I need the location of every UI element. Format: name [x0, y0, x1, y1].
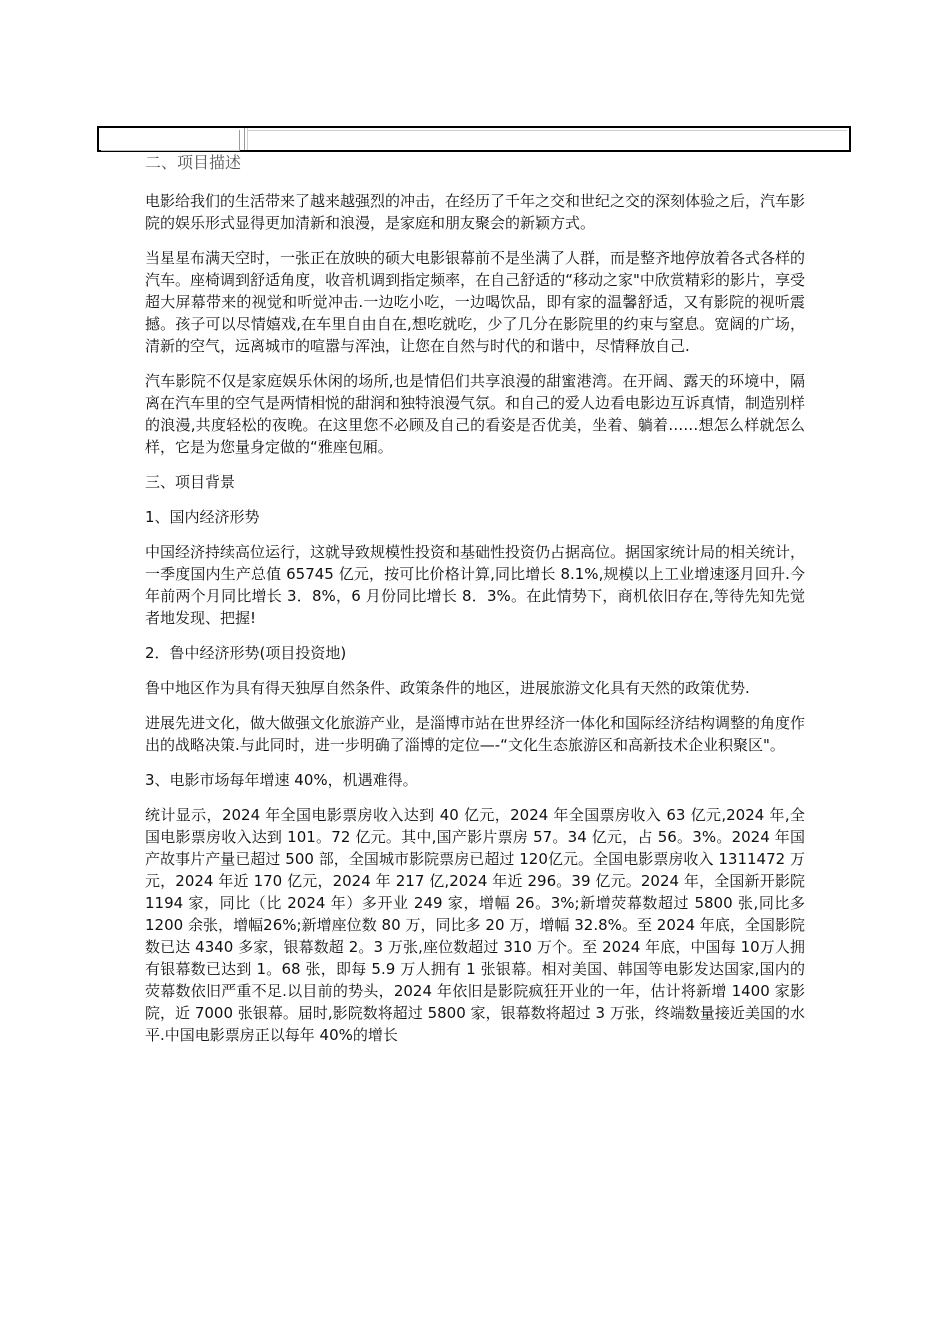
section-title-project-description: 二、项目描述: [145, 153, 242, 172]
subheading-film-market: 3、电影市场每年增速 40%，机遇难得。: [145, 771, 418, 789]
subheading-domestic-economy: 1、国内经济形势: [145, 508, 260, 526]
header-table-row-line: [247, 130, 847, 131]
header-table-cell: [101, 130, 240, 151]
paragraph-zibo-strategy: 进展先进文化，做大做强文化旅游产业，是淄博市站在世界经济一体化和国际经济结构调整的角度作出的战略决策.与此同时，进一步明确了淄博的定位—-“文化生态旅游区和高新技术企业积聚区"。: [145, 714, 806, 754]
paragraph-intro: 电影给我们的生活带来了越来越强烈的冲击，在经历了千年之交和世纪之交的深刻体验之后，汽车影院的娱乐形式显得更加清新和浪漫，是家庭和朋友聚会的新颖方式。: [145, 192, 806, 232]
subheading-luzhong-economy: 2．鲁中经济形势(项目投资地): [145, 644, 347, 662]
document-body: [145, 150, 805, 1059]
header-table: [97, 126, 851, 152]
paragraph-domestic-economy: 中国经济持续高位运行，这就导致规模性投资和基础性投资仍占据高位。据国家统计局的相关统计，一季度国内生产总值 65745 亿元，按可比价格计算,同比增长 8.1%,规模以上工业增速逐月回升.今年前两个月同比增长 3．8%，6 月份同比增长 8．3%。在此情势下，商机依旧存在,等待先知先觉者地发现、把握!: [145, 543, 806, 627]
header-table-divider: [244, 128, 248, 150]
paragraph-luzhong-advantage: 鲁中地区作为具有得天独厚自然条件、政策条件的地区，进展旅游文化具有天然的政策优势.: [145, 679, 750, 697]
paragraph-scene: 当星星布满天空时，一张正在放映的硕大电影银幕前不是坐满了人群，而是整齐地停放着各式各样的汽车。座椅调到舒适角度，收音机调到指定频率，在自己舒适的“移动之家"中欣赏精彩的影片，享受超大屏幕带来的视觉和听觉冲击.一边吃小吃，一边喝饮品，即有家的温馨舒适，又有影院的视听震撼。孩子可以尽情嬉戏,在车里自由自在,想吃就吃，少了几分在影院里的约束与窒息。宽阔的广场，清新的空气，远离城市的喧嚣与浑浊，让您在自然与时代的和谐中，尽情释放自己.: [145, 249, 806, 355]
paragraph-film-statistics: 统计显示，2024 年全国电影票房收入达到 40 亿元，2024 年全国票房收入 63 亿元,2024 年,全国电影票房收入达到 101。72 亿元。其中,国产影片票房 57。34 亿元，占 56。3%。2024 年国产故事片产量已超过 500 部，全国城市影院票房已超过 120亿元。全国电影票房收入 1311472 万元，2024 年近 170 亿元，2024 年 217 亿,2024 年近 296。39 亿元。2024 年，全国新开影院 1194 家，同比（比 2024 年）多开业 249 家，增幅 26。3%;新增荧幕数超过 5800 张,同比多 1200 余张，增幅26%;新增座位数 80 万，同比多 20 万，增幅 32.8%。至 2024 年底，全国影院数已达 4340 多家，银幕数超 2。3 万张,座位数超过 310 万个。至 2024 年底，中国每 10万人拥有银幕数已达到 1。68 张，即每 5.9 万人拥有 1 张银幕。相对美国、韩国等电影发达国家,国内的荧幕数依旧严重不足.以目前的势头，2024 年依旧是影院疯狂开业的一年，估计将新增 1400 家影院，近 7000 张银幕。届时,影院数将超过 5800 家，银幕数将超过 3 万张，终端数量接近美国的水平.中国电影票房正以每年 40%的增长: [145, 806, 805, 1044]
section-title-project-background: 三、项目背景: [145, 473, 236, 491]
paragraph-romance: 汽车影院不仅是家庭娱乐休闲的场所,也是情侣们共享浪漫的甜蜜港湾。在开阔、露天的环境中，隔离在汽车里的空气是两情相悦的甜润和独特浪漫气氛。和自己的爱人边看电影边互诉真情，制造别样的浪漫,共度轻松的夜晚。在这里您不必顾及自己的看姿是否优美，坐着、躺着……想怎么样就怎么样，它是为您量身定做的“雅座包厢。: [145, 372, 806, 456]
